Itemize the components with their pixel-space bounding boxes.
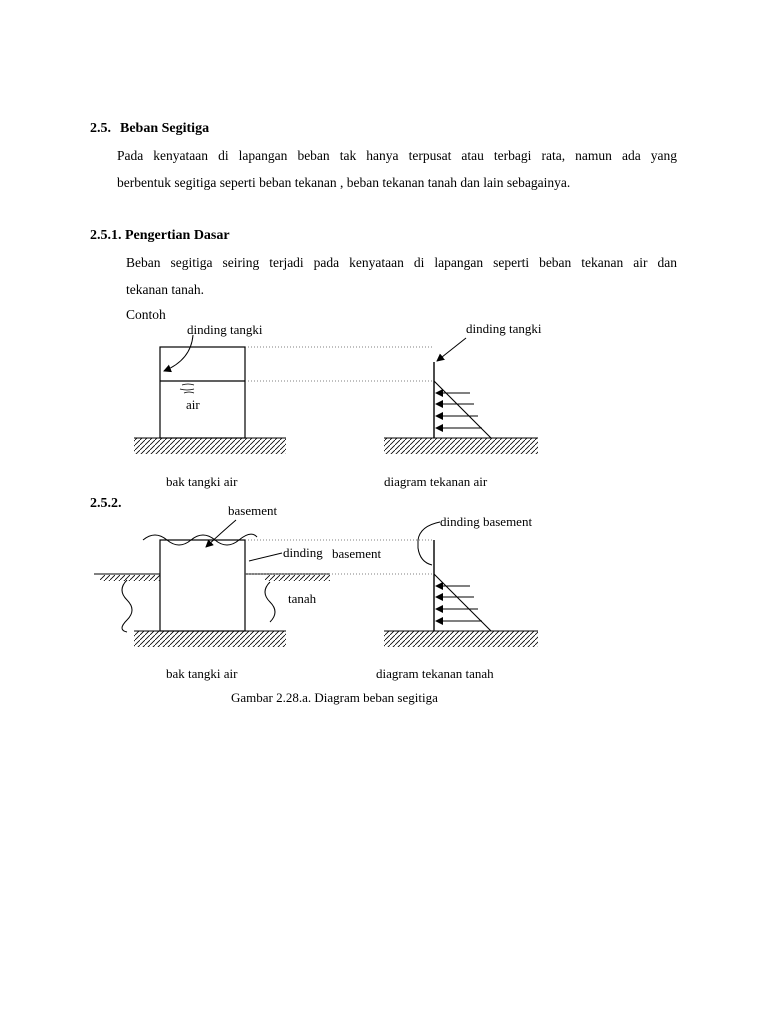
caption-water-diagram: diagram tekanan air xyxy=(384,474,488,489)
label-tank-wall-left: dinding tangki xyxy=(187,322,263,337)
water-tank xyxy=(160,347,245,438)
label-water: air xyxy=(186,397,200,412)
pressure-triangle-edge xyxy=(434,381,491,438)
label-wall-basement: basement xyxy=(332,546,382,561)
ground-hatch-diagram xyxy=(384,438,538,454)
label-tank-wall-right: dinding tangki xyxy=(466,321,542,336)
section-title: Beban Segitiga xyxy=(120,121,210,136)
paragraph-line: tekanan tanah. xyxy=(126,282,204,297)
paragraph-line: Pada kenyataan di lapangan beban tak hanya terpusat atau terbagi rata, namun ada yang xyxy=(117,148,677,163)
water-pressure-diagram xyxy=(434,362,491,438)
pressure-triangle-edge xyxy=(434,574,491,631)
paragraph-line: berbentuk segitiga seperti beban tekanan , beban tekanan tanah dan lain sebagainya. xyxy=(117,175,571,190)
example-label: Contoh xyxy=(126,307,166,322)
ground-hatch-basement xyxy=(134,631,286,647)
leader-arrow-diagram-wall xyxy=(437,338,466,361)
label-wall-basement-right: dinding basement xyxy=(440,514,533,529)
leader-line-basement-wall xyxy=(249,553,282,561)
paragraph-line: Beban segitiga seiring terjadi pada kenyataan di lapangan seperti beban tekanan air dan xyxy=(126,255,677,270)
caption-soil-diagram: diagram tekanan tanah xyxy=(376,666,494,681)
soil-wavy-line xyxy=(122,580,132,632)
figure-caption: Gambar 2.28.a. Diagram beban segitiga xyxy=(231,690,438,705)
caption-tank: bak tangki air xyxy=(166,474,238,489)
caption-basement: bak tangki air xyxy=(166,666,238,681)
soil-pressure-diagram xyxy=(434,540,491,631)
label-soil: tanah xyxy=(288,591,317,606)
leader-arrow-basement xyxy=(206,520,236,547)
water-surface-icon xyxy=(180,384,194,393)
ground-hatch-tank xyxy=(134,438,286,454)
leader-arrow-tank-wall xyxy=(164,335,193,371)
soil-wavy-line xyxy=(265,582,275,622)
label-wall-word: dinding xyxy=(283,545,323,560)
label-basement: basement xyxy=(228,503,278,518)
bracket-basement-wall xyxy=(418,522,440,565)
ground-hatch-diagram-2 xyxy=(384,631,538,647)
section-number: 2.5. xyxy=(90,121,111,136)
subsection-heading: 2.5.2. xyxy=(90,496,122,511)
subsection-heading: 2.5.1. Pengertian Dasar xyxy=(90,228,230,243)
basement-structure xyxy=(143,534,257,631)
ground-surface-left xyxy=(94,574,160,632)
